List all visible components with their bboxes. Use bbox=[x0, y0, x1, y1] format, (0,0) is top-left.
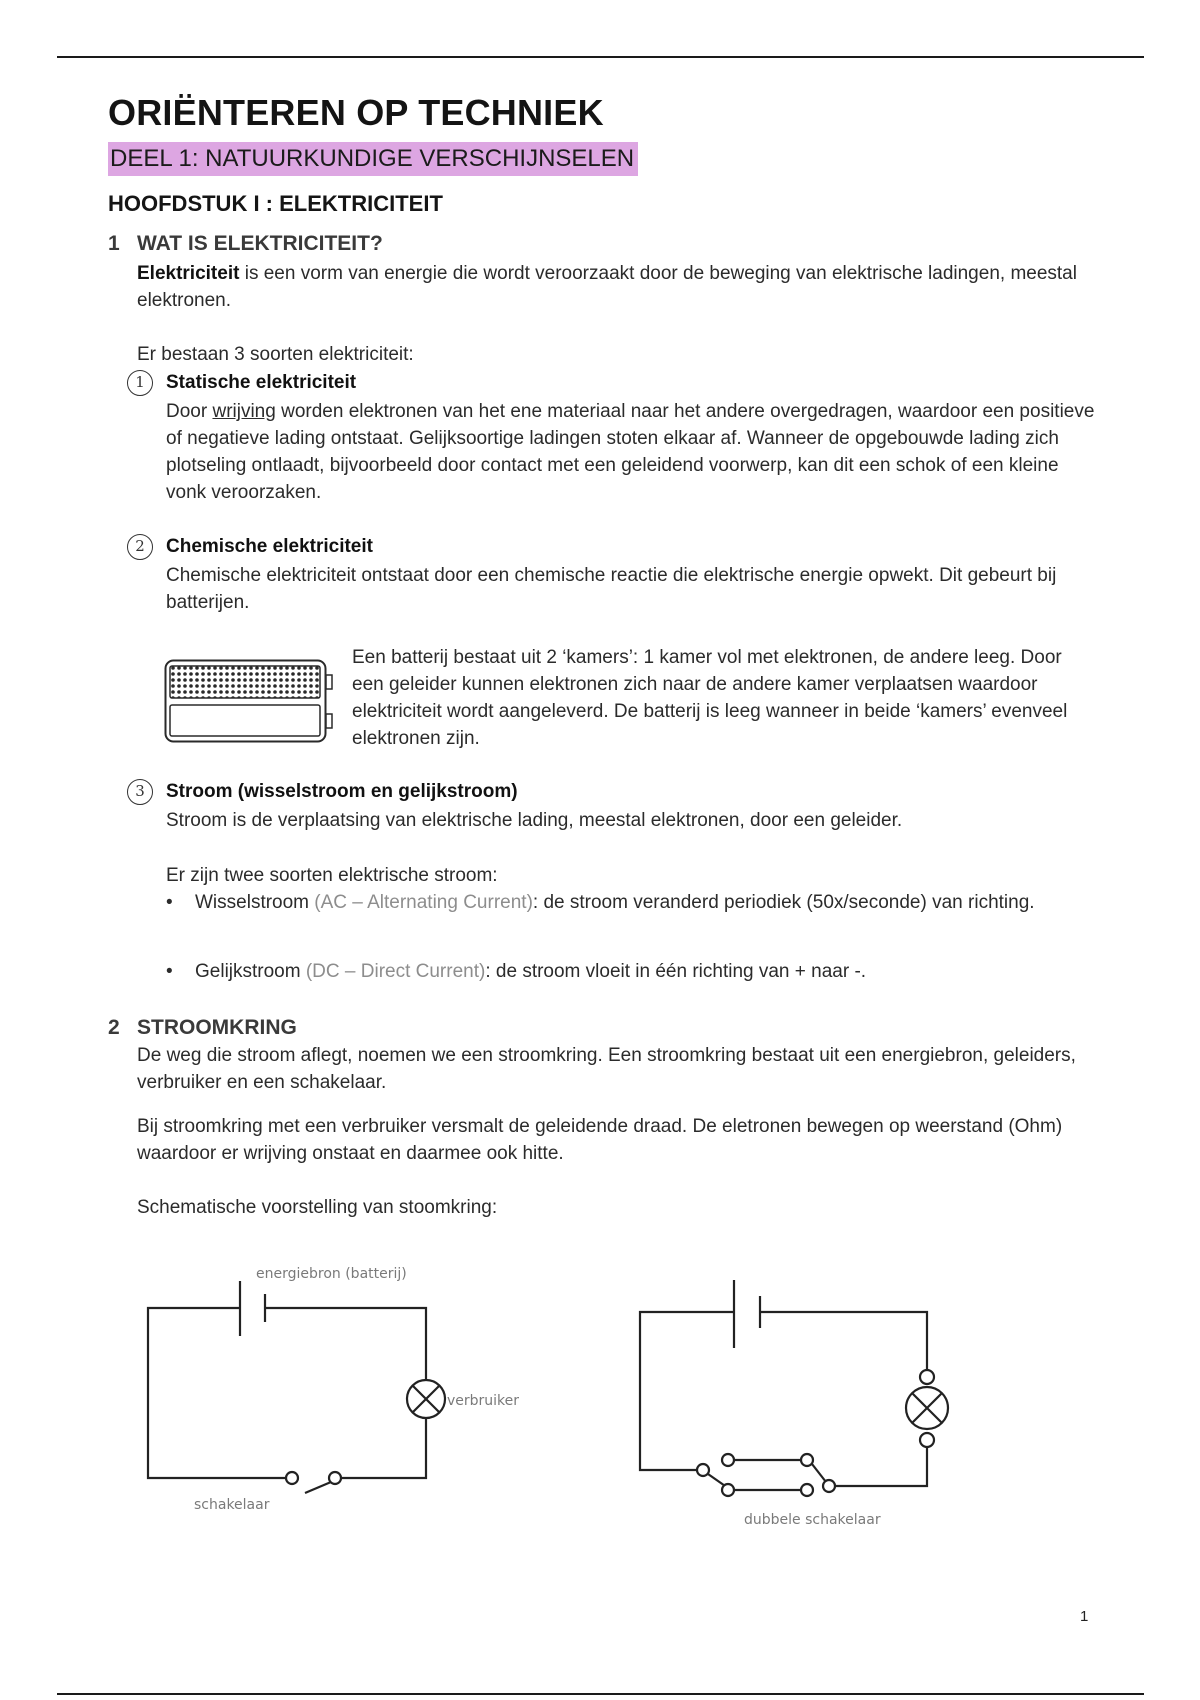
bullet-term: Wisselstroom bbox=[195, 892, 310, 913]
bullet-text bbox=[195, 889, 1071, 916]
section-title: STROOMKRING bbox=[137, 1016, 297, 1039]
circuit-wire bbox=[760, 1312, 927, 1370]
switch-contact bbox=[823, 1480, 835, 1492]
label-consumer: verbruiker bbox=[447, 1393, 520, 1409]
circuit-wire bbox=[640, 1312, 734, 1470]
section-1-heading bbox=[108, 232, 383, 256]
battery-terminal bbox=[326, 675, 332, 689]
current-paragraph: Stroom is de verplaatsing van elektrische lading, meestal elektronen, door een geleider. bbox=[166, 810, 903, 831]
number-circle-icon: 3 bbox=[127, 779, 153, 805]
circuit-paragraph-1: De weg die stroom aflegt, noemen we een stroomkring. Een stroomkring bestaat uit een energiebron, geleiders, verbruiker en een schakelaar. bbox=[137, 1045, 1076, 1093]
chemical-paragraph: Chemische elektriciteit ontstaat door een chemische reactie die elektrische energie opwekt. Dit gebeurt bij batterijen. bbox=[166, 565, 1057, 613]
subheading-current: Stroom (wisselstroom en gelijkstroom) bbox=[166, 781, 518, 802]
switch-lever bbox=[305, 1482, 331, 1493]
circuit-wire bbox=[341, 1418, 426, 1478]
circuit-paragraph-3: Schematische voorstelling van stoomkring: bbox=[137, 1197, 498, 1218]
switch-contact bbox=[722, 1454, 734, 1466]
text-span: Door bbox=[166, 401, 213, 422]
circuit-wire bbox=[265, 1308, 426, 1380]
bullet-rest: : de stroom veranderd periodiek (50x/seconde) van richting. bbox=[532, 892, 1035, 913]
intro-text: is een vorm van energie die wordt veroorzaakt door de beweging van elektrische ladingen, meestal elektronen. bbox=[137, 263, 1077, 311]
switch-contact bbox=[801, 1484, 813, 1496]
chapter-heading: HOOFDSTUK I : ELEKTRICITEIT bbox=[108, 191, 443, 216]
number-circle-icon: 1 bbox=[127, 370, 153, 396]
switch-lever bbox=[812, 1464, 826, 1482]
label-double-switch: dubbele schakelaar bbox=[744, 1512, 881, 1528]
document-title: ORIËNTEREN OP TECHNIEK bbox=[108, 92, 604, 133]
part-heading: DEEL 1: NATUURKUNDIGE VERSCHIJNSELEN bbox=[108, 142, 638, 176]
section-number: 2 bbox=[108, 1016, 120, 1039]
circuit-wire bbox=[832, 1440, 927, 1486]
battery-chamber-empty bbox=[170, 705, 320, 736]
intro-term: Elektriciteit bbox=[137, 263, 240, 284]
simple-circuit-diagram bbox=[138, 1250, 538, 1525]
switch-contact bbox=[697, 1464, 709, 1476]
label-switch: schakelaar bbox=[194, 1497, 270, 1513]
top-rule bbox=[57, 56, 1144, 58]
circuit-paragraph-2: Bij stroomkring met een verbruiker versmalt de geleidende draad. De eletronen bewegen op weerstand (Ohm) waardoor er wrijving onstaat en daarmee ook hitte. bbox=[137, 1116, 1063, 1164]
bullet-abbr: (AC – Alternating Current) bbox=[314, 892, 533, 913]
section-2-heading bbox=[108, 1016, 297, 1040]
current-kinds-intro: Er zijn twee soorten elektrische stroom: bbox=[166, 865, 498, 886]
lamp-contact bbox=[920, 1370, 934, 1384]
bullet-dot-icon: • bbox=[166, 961, 173, 982]
switch-contact bbox=[801, 1454, 813, 1466]
page-number: 1 bbox=[1080, 1608, 1089, 1625]
bullet-rest: : de stroom vloeit in één richting van + naar -. bbox=[485, 961, 867, 982]
bullet-dc bbox=[166, 958, 1071, 985]
underlined-term: wrijving bbox=[212, 401, 276, 422]
battery-terminal bbox=[326, 714, 332, 728]
static-paragraph bbox=[166, 398, 1101, 506]
battery-chamber-full bbox=[170, 666, 320, 698]
bullet-dot-icon: • bbox=[166, 892, 173, 913]
section-number: 1 bbox=[108, 232, 120, 255]
switch-contact bbox=[286, 1472, 298, 1484]
text-span: worden elektronen van het ene materiaal naar het andere overgedragen, waardoor een positieve of negatieve lading ontstaat. Gelijksoortige ladingen stoten elkaar af. Wanneer de opgebouwde lading zich plotseling ontlaadt, bijvoorbeeld door contact met een geleidend voorwerp, kan dit een schok of een kleine vonk veroorzaken. bbox=[166, 401, 1095, 503]
battery-paragraph: Een batterij bestaat uit 2 ‘kamers’: 1 kamer vol met elektronen, de andere leeg. Door een geleider kunnen elektronen zich naar de andere kamer verplaatsen waardoor elektriciteit wordt aangeleverd. De batterij is leeg wanneer in beide ‘kamers’ evenveel elektronen zijn. bbox=[352, 647, 1068, 749]
bullet-abbr: (DC – Direct Current) bbox=[305, 961, 486, 982]
subheading-chemical: Chemische elektriciteit bbox=[166, 536, 373, 557]
bottom-rule bbox=[57, 1693, 1144, 1695]
kinds-intro: Er bestaan 3 soorten elektriciteit: bbox=[137, 344, 414, 365]
lamp-contact bbox=[920, 1433, 934, 1447]
subheading-static: Statische elektriciteit bbox=[166, 372, 357, 393]
label-energy-source: energiebron (batterij) bbox=[256, 1266, 407, 1282]
bullet-text bbox=[195, 958, 1071, 985]
battery-illustration bbox=[164, 659, 337, 745]
double-switch-circuit-diagram bbox=[632, 1268, 962, 1538]
switch-contact bbox=[722, 1484, 734, 1496]
intro-paragraph bbox=[137, 260, 1077, 314]
bullet-ac bbox=[166, 889, 1071, 916]
bullet-term: Gelijkstroom bbox=[195, 961, 301, 982]
number-circle-icon: 2 bbox=[127, 534, 153, 560]
circuit-wire bbox=[148, 1308, 286, 1478]
section-title: WAT IS ELEKTRICITEIT? bbox=[137, 232, 383, 255]
